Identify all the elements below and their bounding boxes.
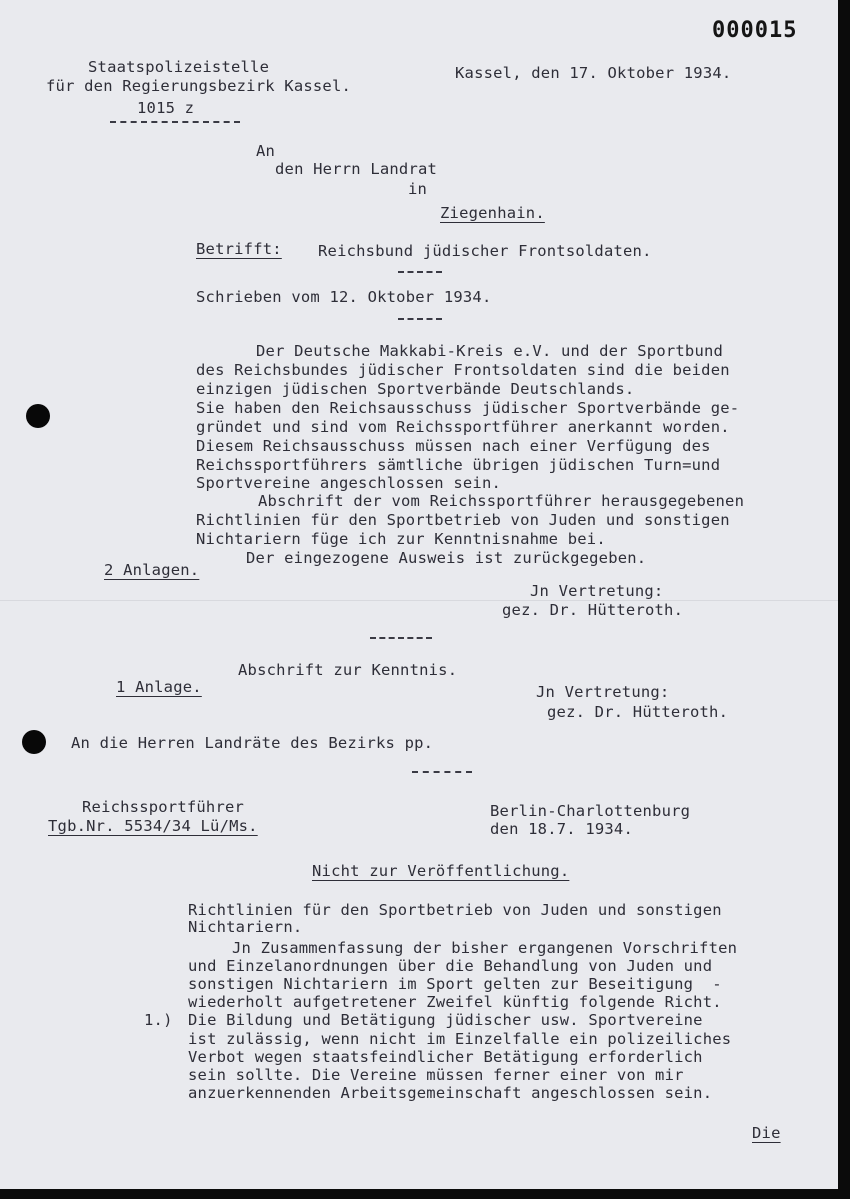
punch-hole xyxy=(26,404,50,428)
body-line: des Reichsbundes jüdischer Frontsoldaten sind die beiden xyxy=(196,361,730,379)
subject-label: Betrifft: xyxy=(196,240,282,258)
address-line2: den Herrn Landrat xyxy=(275,160,438,178)
enclosure-count: 1 Anlage. xyxy=(116,678,202,696)
signature-title: Jn Vertretung: xyxy=(536,683,670,701)
body-line: Diesem Reichsausschuss müssen nach einer Verfügung des xyxy=(196,437,711,455)
item-number: 1.) xyxy=(144,1011,173,1029)
body-line: gründet und sind vom Reichssportführer anerkannt worden. xyxy=(196,418,730,436)
fold-line xyxy=(0,600,838,601)
intro-line: wiederholt aufgetretener Zweifel künftig folgende Richt. xyxy=(188,993,722,1011)
guidelines-title: Nichtariern. xyxy=(188,918,303,936)
body-line: einzigen jüdischen Sportverbände Deutschlands. xyxy=(196,380,635,398)
body-line: Richtlinien für den Sportbetrieb von Juden und sonstigen xyxy=(196,511,730,529)
document-number: 000015 xyxy=(712,18,798,43)
intro-line: sonstigen Nichtariern im Sport gelten zur Beseitigung - xyxy=(188,975,722,993)
notice: Nicht zur Veröffentlichung. xyxy=(312,862,570,880)
body-line: Der eingezogene Ausweis ist zurückgegeben. xyxy=(246,549,647,567)
item-line: ist zulässig, wenn nicht im Einzelfalle ein polizeiliches xyxy=(188,1030,732,1048)
recipients: An die Herren Landräte des Bezirks pp. xyxy=(71,734,434,752)
body-line: Sie haben den Reichsausschuss jüdischer Sportverbände ge- xyxy=(196,399,740,417)
address-line1: An xyxy=(256,142,276,160)
divider xyxy=(412,771,472,773)
item-line: anzuerkennenden Arbeitsgemeinschaft angeschlossen sein. xyxy=(188,1084,713,1102)
copy-date: den 18.7. 1934. xyxy=(490,820,633,838)
subject-text: Reichsbund jüdischer Frontsoldaten. xyxy=(318,242,652,260)
item-line: sein sollte. Die Vereine müssen ferner einer von mir xyxy=(188,1066,684,1084)
item-line: Verbot wegen staatsfeindlicher Betätigung erforderlich xyxy=(188,1048,703,1066)
punch-hole xyxy=(22,730,46,754)
body-line: Abschrift der vom Reichssportführer herausgegebenen xyxy=(258,492,745,510)
address-line3: in xyxy=(408,180,428,198)
divider xyxy=(398,271,442,273)
sender-line2: für den Regierungsbezirk Kassel. xyxy=(46,77,352,95)
body-line: Sportvereine angeschlossen sein. xyxy=(196,474,502,492)
place-date: Kassel, den 17. Oktober 1934. xyxy=(455,64,732,82)
signature-name: gez. Dr. Hütteroth. xyxy=(502,601,684,619)
divider xyxy=(110,121,240,123)
divider xyxy=(398,318,442,320)
guidelines-title: Richtlinien für den Sportbetrieb von Juden und sonstigen xyxy=(188,901,722,919)
signature-name: gez. Dr. Hütteroth. xyxy=(547,703,729,721)
intro-line: Jn Zusammenfassung der bisher ergangenen Vorschriften xyxy=(232,939,738,957)
intro-line: und Einzelanordnungen über die Behandlung von Juden und xyxy=(188,957,713,975)
sender-line1: Staatspolizeistelle xyxy=(88,58,270,76)
divider xyxy=(370,637,432,639)
enclosures-count: 2 Anlagen. xyxy=(104,561,200,579)
address-town: Ziegenhain. xyxy=(440,204,545,222)
file-reference: 1015 z xyxy=(137,99,195,117)
item-line: Die Bildung und Betätigung jüdischer usw. Sportvereine xyxy=(188,1011,703,1029)
copy-place: Berlin-Charlottenburg xyxy=(490,802,691,820)
body-line: Reichssportführers sämtliche übrigen jüdischen Turn=und xyxy=(196,456,721,474)
body-line: Nichtariern füge ich zur Kenntnisnahme bei. xyxy=(196,530,606,548)
catchword: Die xyxy=(752,1124,781,1142)
subject-reference: Schrieben vom 12. Oktober 1934. xyxy=(196,288,492,306)
signature-title: Jn Vertretung: xyxy=(530,582,664,600)
copy-sender: Reichssportführer xyxy=(82,798,245,816)
body-line: Der Deutsche Makkabi-Kreis e.V. und der Sportbund xyxy=(256,342,724,360)
copy-note: Abschrift zur Kenntnis. xyxy=(238,661,458,679)
copy-reference: Tgb.Nr. 5534/34 Lü/Ms. xyxy=(48,817,258,835)
